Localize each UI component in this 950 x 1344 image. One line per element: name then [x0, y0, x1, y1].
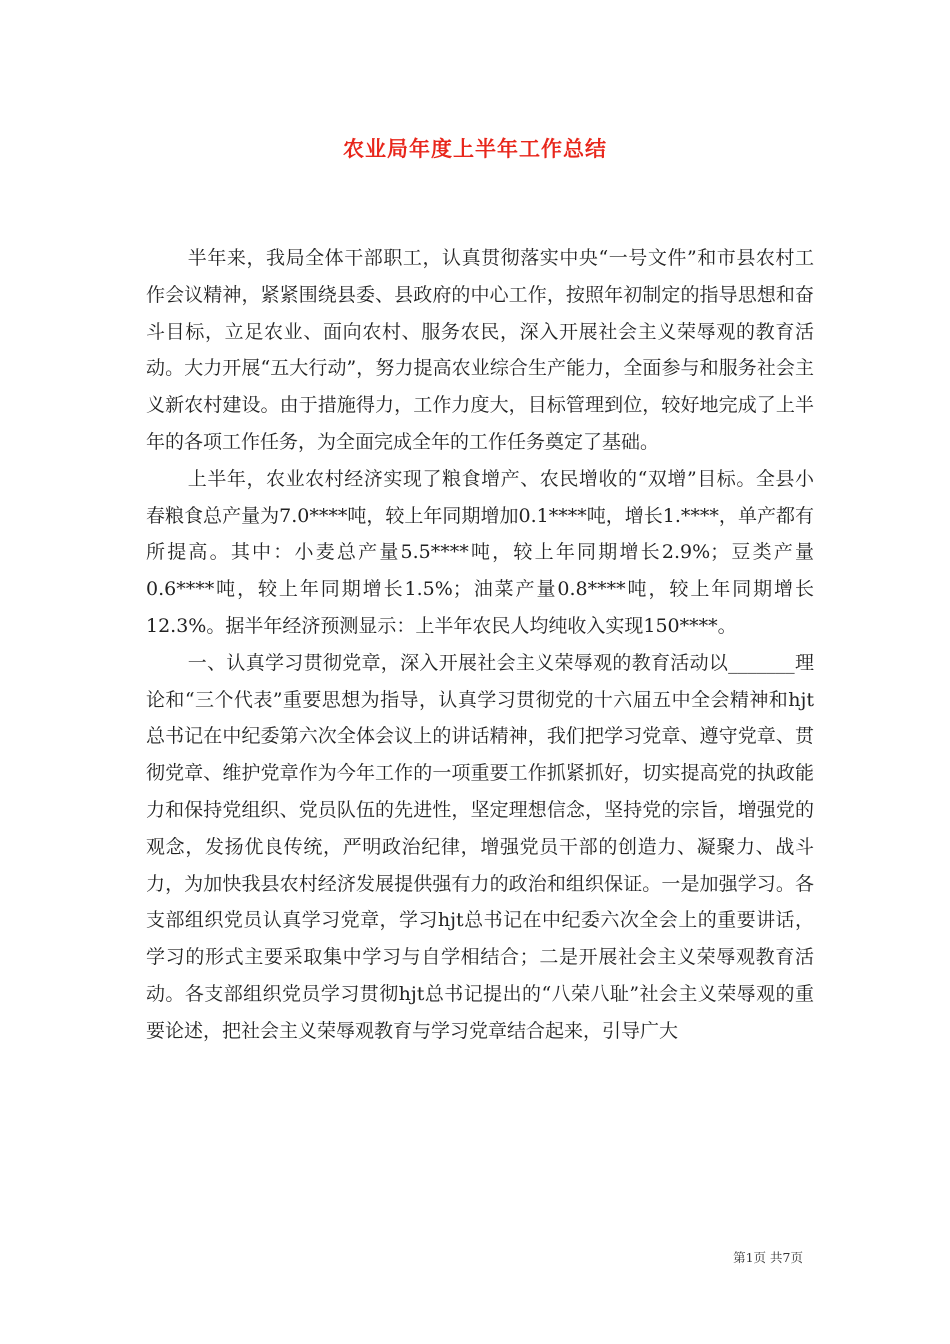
paragraph-grain-output: 上半年，农业农村经济实现了粮食增产、农民增收的“双增”目标。全县小春粮食总产量为7.0****吨，较上年同期增加0.1****吨，增长1.****，单产都有所提高。其中：小麦总产量5.5****吨，较上年同期增长2.9%；豆类产量0.6****吨，较上年同期增长1.5%；油菜产量0.8****吨，较上年同期增长12.3%。据半年经济预测显示：上半年农民人均纯收入实现150****。	[146, 467, 814, 637]
page-number: 第1页 共7页	[733, 1250, 803, 1265]
page-title: 农业局年度上半年工作总结	[343, 137, 607, 161]
paragraph-party-study: 一、认真学习贯彻党章，深入开展社会主义荣辱观的教育活动以_______理论和“三个代表”重要思想为指导，认真学习贯彻党的十六届五中全会精神和hjt总书记在中纪委第六次全体会议上的讲话精神，我们把学习党章、遵守党章、贯彻党章、维护党章作为今年工作的一项重要工作抓紧抓好，切实提高党的执政能力和保持党组织、党员队伍的先进性，坚定理想信念，坚持党的宗旨，增强党的观念，发扬优良传统，严明政治纪律，增强党员干部的创造力、凝聚力、战斗力，为加快我县农村经济发展提供强有力的政治和组织保证。一是加强学习。各支部组织党员认真学习党章，学习hjt总书记在中纪委六次全会上的重要讲话，学习的形式主要采取集中学习与自学相结合；二是开展社会主义荣辱观教育活动。各支部组织党员学习贯彻hjt总书记提出的“八荣八耻”社会主义荣辱观的重要论述，把社会主义荣辱观教育与学习党章结合起来，引导广大	[146, 651, 814, 1042]
document-body	[146, 240, 814, 1050]
paragraph-intro: 半年来，我局全体干部职工，认真贯彻落实中央“一号文件”和市县农村工作会议精神，紧紧围绕县委、县政府的中心工作，按照年初制定的指导思想和奋斗目标，立足农业、面向农村、服务农民，深入开展社会主义荣辱观的教育活动。大力开展“五大行动”，努力提高农业综合生产能力，全面参与和服务社会主义新农村建设。由于措施得力，工作力度大，目标管理到位，较好地完成了上半年的各项工作任务，为全面完成全年的工作任务奠定了基础。	[146, 247, 814, 453]
